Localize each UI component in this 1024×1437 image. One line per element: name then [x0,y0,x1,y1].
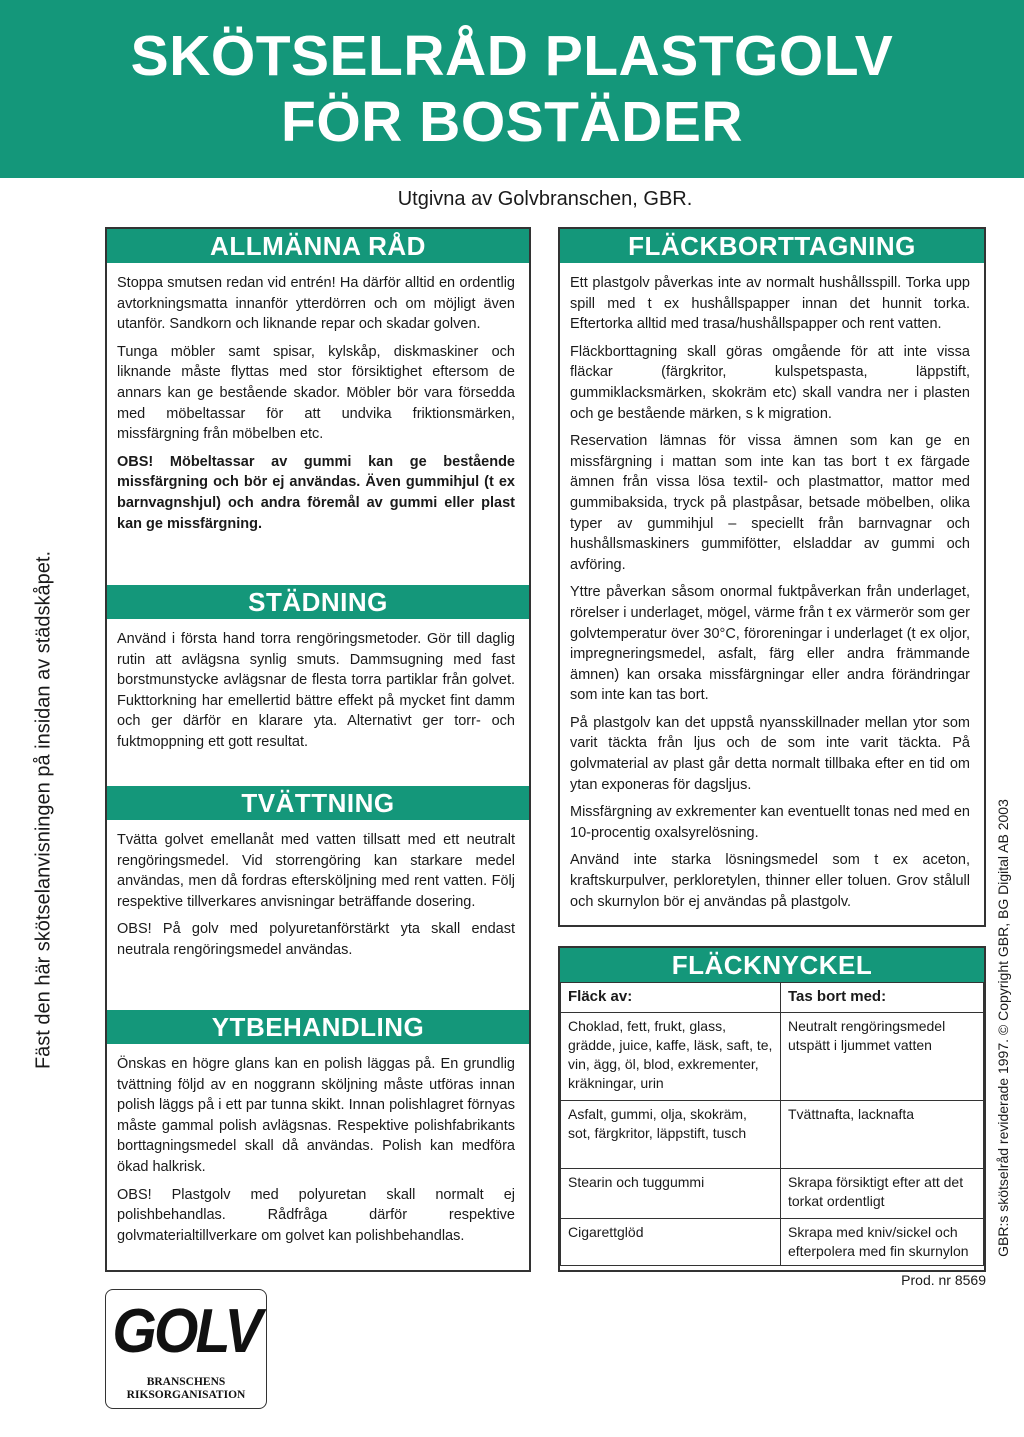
logo-subtitle-line-2: RIKSORGANISATION [126,1389,246,1401]
stain-cell: Stearin och tuggummi [561,1169,781,1219]
heading-flacknyckel: FLÄCKNYCKEL [560,948,984,982]
logo-wordmark: GOLV [112,1297,260,1366]
section-ytbehandling [107,1044,529,1256]
title-line-1: SKÖTSELRÅD PLASTGOLV [130,24,894,88]
table-row [561,1219,984,1266]
paragraph: Använd inte starka lösningsmedel som t ex aceton, kraftskurpulver, perkloretylen, thinner eller toluen. Grov stålull och skurnylon bör ej användas på plastgolv. [570,852,970,910]
section-stadning [107,619,529,786]
logo-subtitle-line-1: BRANSCHENS [146,1376,226,1388]
section-tvattning [107,820,529,1010]
paragraph: OBS! På golv med polyuretanförstärkt yta skall endast neutrala rengöringsmedel användas. [117,921,515,958]
stain-cell: Choklad, fett, frukt, glass, grädde, juice, kaffe, läsk, saft, te, vin, ägg, öl, blod, exkrementer, kräkningar, urin [561,1013,781,1101]
table-row [561,1013,984,1101]
paragraph: Yttre påverkan såsom onormal fuktpåverkan från underlaget, rörelser i underlaget, mögel, värme från t ex värmerör som ger golvtemperatur över 30°C, föroreningar i underlaget (t ex oljor, impregneringsmedel, asfalt, färg eller andra främmande ämnen) kan orsaka missfärgningar eller andra förändringar som inte kan tas bort. [570,584,970,704]
paragraph: Tvätta golvet emellanåt med vatten tillsatt med ett neutralt rengöringsmedel. Vid storrengöring kan starkare medel användas, men då fordras eftersköljning med rent vatten. Följ respektive tillverkares anvisningar beträffande dosering. [117,832,515,910]
title-line-2: FÖR BOSTÄDER [281,90,743,154]
paragraph: Missfärgning av exkrementer kan eventuellt tonas ned med en 10-procentig oxalsyrelösning. [570,804,970,841]
stain-cell: Asfalt, gummi, olja, skokräm, sot, färgkritor, läppstift, tusch [561,1101,781,1169]
section-flackborttagning [560,263,984,922]
paragraph: OBS! Plastgolv med polyuretan skall normalt ej polishbehandlas. Rådfråga därför respektive golvmaterialtillverkare om golvet kan polishbehandlas. [117,1186,515,1244]
golv-logo [105,1289,267,1409]
remedy-cell: Skrapa med kniv/sickel och efterpolera med fin skurnylon [781,1219,984,1266]
column-header-remedy: Tas bort med: [781,983,984,1013]
heading-stadning: STÄDNING [107,585,529,619]
flacknyckel-box [558,946,986,1272]
side-note-left-text: Fäst den här skötselanvisningen på insidan av städskåpet. [32,550,55,1070]
paragraph: Använd i första hand torra rengöringsmetoder. Gör till daglig rutin att avlägsna synlig smuts. Dammsugning med fast borstmunstycke avlägsnar de flesta torra partiklar från golvet. Fukttorkning har emellertid bättre effekt på mycket fint damm och ger därför en klarare yta. Alternativt ger torr- och fuktmoppning ett gott resultat. [117,631,515,750]
remedy-cell: Neutralt rengöringsmedel utspätt i ljummet vatten [781,1013,984,1101]
heading-flackborttagning: FLÄCKBORTTAGNING [560,229,984,263]
paragraph: Stoppa smutsen redan vid entrén! Ha därför alltid en ordentlig avtorkningsmatta innanför ytterdörren och om möjligt även utanför. Sandkorn och liknande repar och skadar golven. [117,275,515,333]
stain-cell: Cigarettglöd [561,1219,781,1266]
copyright-text: GBR:s skötselråd reviderade 1997. © Copyright GBR, BG Digital AB 2003 [995,799,1011,1257]
paragraph: Fläckborttagning skall göras omgående för att inte vissa fläckar (färgkritor, kulspetspasta, läppstift, gummiklacksmärken, skokräm etc) skall vandra ner i plasten och ge bestående märken, s k migration. [570,343,970,422]
table-header-row [561,983,984,1013]
flackborttagning-box [558,227,986,927]
table-row [561,1169,984,1219]
title-banner [0,0,1024,178]
logo-subtitle [106,1376,266,1402]
product-number: Prod. nr 8569 [901,1272,986,1288]
publisher-line: Utgivna av Golvbranschen, GBR. [397,188,693,210]
table-row [561,1101,984,1169]
paragraph: Önskas en högre glans kan en polish läggas på. En grundlig tvättning följd av en noggrann sköljning måste utföras innan polish läggs på i ett par tunna skikt. Innan polishlagret förnyas måste gammal polish avlägsnas. Respektive polishfabrikants borttagningsmedel skall då användas. Polish kan medföra ökad halkrisk. [117,1056,515,1175]
paragraph: Ett plastgolv påverkas inte av normalt hushållsspill. Torka upp spill med t ex hushållspapper innan det hunnit torka. Eftertorka alltid med trasa/hushållspapper och rent vatten. [570,275,970,333]
left-column-box [105,227,531,1272]
section-allmanna-rad [107,263,529,585]
paragraph: Reservation lämnas för vissa ämnen som kan ge en missfärgning i mattan som inte kan tas bort t ex färgade ämnen från vissa lösa textil- och plastmattor, mattor med gummibaksida, tryck på plastpåsar, betsade möbelben, olika typer av gummihjul – speciellt från barnvagnar och hushållsmaskiners gummifötter, elsladdar av gummi och avföring. [570,433,970,573]
heading-allmanna-rad: ALLMÄNNA RÅD [107,229,529,263]
paragraph: På plastgolv kan det uppstå nyansskillnader mellan ytor som varit täckta från ljus och de som inte varit täckta. På golvmaterial av plast går detta normalt tillbaka efter en tid om ytan exponeras för dagsljus. [570,714,970,793]
stain-key-table [560,982,984,1266]
warning-paragraph: OBS! Möbeltassar av gummi kan ge bestående missfärgning och bör ej användas. Även gummihjul (t ex barnvagnshjul) och andra föremål av gummi eller plast kan ge missfärgning. [117,453,515,532]
heading-tvattning: TVÄTTNING [107,786,529,820]
column-header-stain: Fläck av: [561,983,781,1013]
paragraph: Tunga möbler samt spisar, kylskåp, diskmaskiner och liknande måste flyttas med stor försiktighet eftersom de annars kan ge bestående skador. Möbler bör vara försedda med möbeltassar för att undvika friktionsmärken, missfärgning från möbelben etc. [117,343,515,443]
remedy-cell: Skrapa försiktigt efter att det torkat ordentligt [781,1169,984,1219]
remedy-cell: Tvättnafta, lacknafta [781,1101,984,1169]
heading-ytbehandling: YTBEHANDLING [107,1010,529,1044]
